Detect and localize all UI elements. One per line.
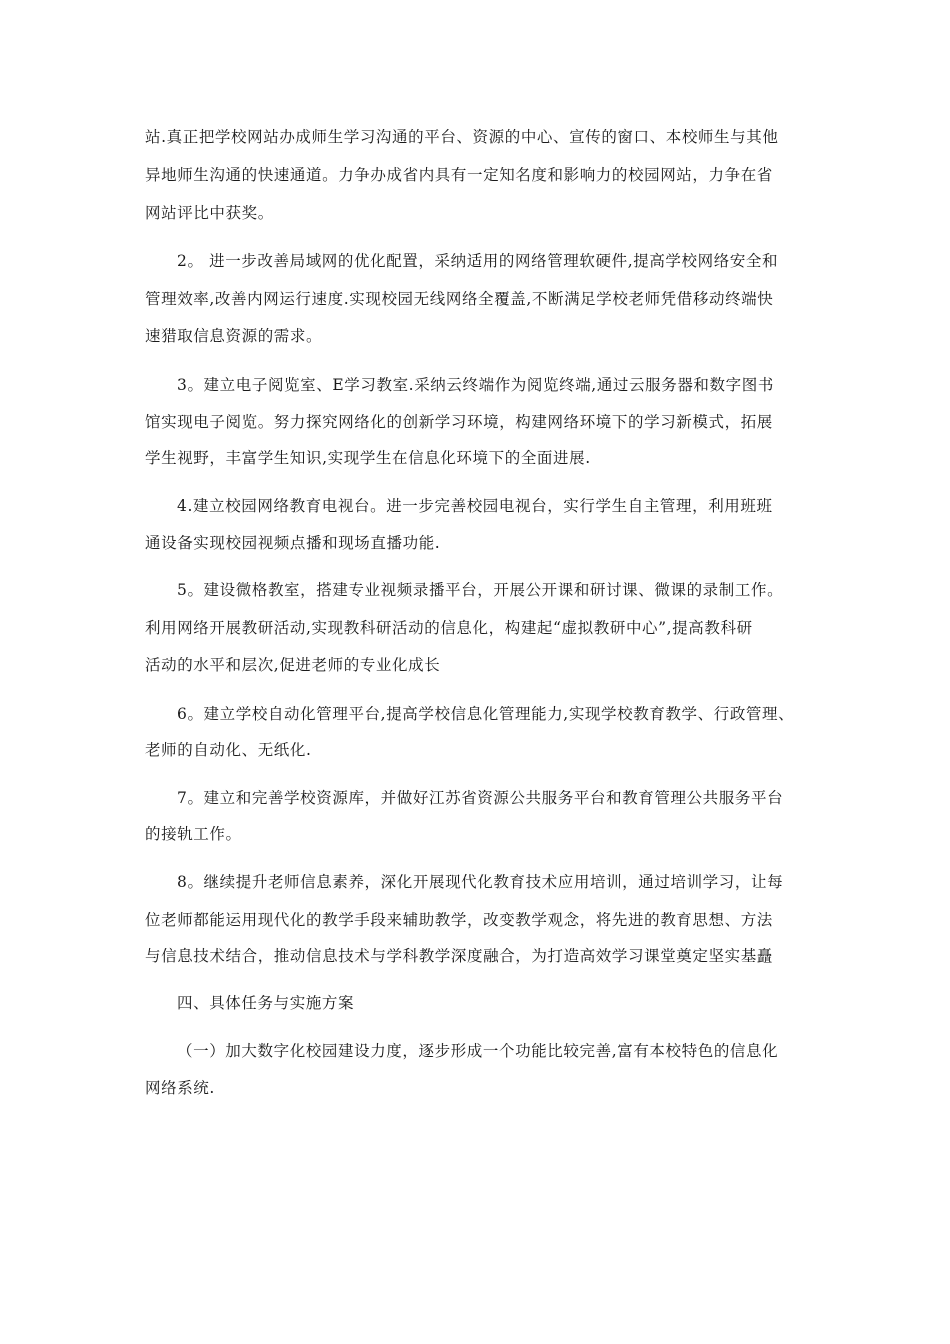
paragraph-line: 站.真正把学校网站办成师生学习沟通的平台、资源的中心、宣传的窗口、本校师生与其他 — [145, 128, 779, 146]
paragraph-line: 网络系统. — [145, 1079, 215, 1097]
paragraph-line: 通设备实现校园视频点播和现场直播功能. — [145, 534, 441, 552]
paragraph-line: 利用网络开展教研活动,实现教科研活动的信息化，构建起“虚拟教研中心”,提高教科研 — [145, 619, 753, 637]
paragraph-line: 馆实现电子阅览。努力探究网络化的创新学习环境，构建网络环境下的学习新模式，拓展 — [145, 413, 773, 431]
paragraph-line: 速猎取信息资源的需求。 — [145, 327, 323, 345]
paragraph-line: 活动的水平和层次,促进老师的专业化成长 — [145, 656, 441, 674]
paragraph-line: 老师的自动化、无纸化. — [145, 741, 312, 759]
paragraph-line: 的接轨工作。 — [145, 825, 242, 843]
paragraph-line: 5。建设微格教室，搭建专业视频录播平台，开展公开课和研讨课、微课的录制工作。 — [177, 581, 784, 599]
paragraph-line: 与信息技术结合，推动信息技术与学科教学深度融合，为打造高效学习课堂奠定坚实基矗 — [145, 947, 773, 965]
paragraph-line: 8。继续提升老师信息素养，深化开展现代化教育技术应用培训，通过培训学习，让每 — [177, 873, 784, 891]
paragraph-line: 学生视野，丰富学生知识,实现学生在信息化环境下的全面进展. — [145, 449, 591, 467]
paragraph-line: （一）加大数字化校园建设力度，逐步形成一个功能比较完善,富有本校特色的信息化 — [177, 1042, 779, 1060]
paragraph-line: 异地师生沟通的快速通道。力争办成省内具有一定知名度和影响力的校园网站，力争在省 — [145, 166, 773, 184]
paragraph-line: 6。建立学校自动化管理平台,提高学校信息化管理能力,实现学校教育教学、行政管理、 — [177, 705, 795, 723]
paragraph-line: 位老师都能运用现代化的教学手段来辅助教学，改变教学观念，将先进的教育思想、方法 — [145, 911, 773, 929]
paragraph-line: 网站评比中获奖。 — [145, 204, 274, 222]
paragraph-line: 4.建立校园网络教育电视台。进一步完善校园电视台，实行学生自主管理，利用班班 — [177, 497, 773, 515]
paragraph-line: 7。建立和完善学校资源库，并做好江苏省资源公共服务平台和教育管理公共服务平台 — [177, 789, 784, 807]
paragraph-line: 2。 进一步改善局域网的优化配置，采纳适用的网络管理软硬件,提高学校网络安全和 — [177, 252, 779, 270]
paragraph-line: 3。建立电子阅览室、E学习教室.采纳云终端作为阅览终端,通过云服务器和数字图书 — [177, 376, 774, 394]
paragraph-line: 管理效率,改善内网运行速度.实现校园无线网络全覆盖,不断满足学校老师凭借移动终端快 — [145, 290, 774, 308]
section-heading: 四、具体任务与实施方案 — [177, 994, 355, 1012]
